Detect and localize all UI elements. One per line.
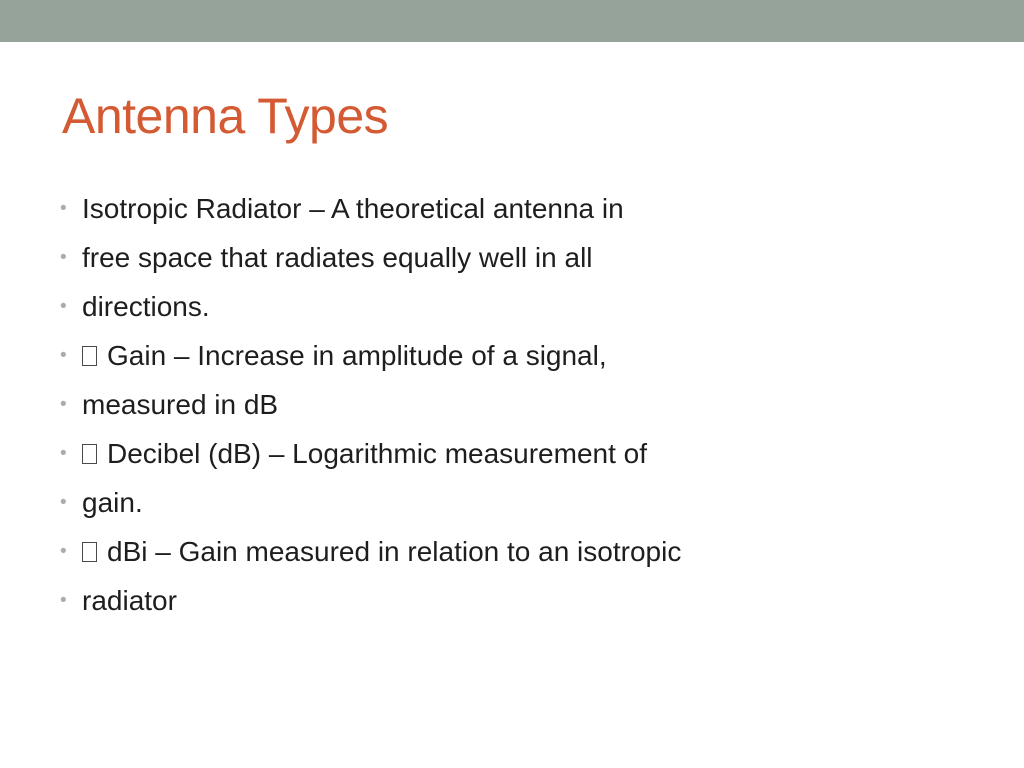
bullet-text: directions. [82,291,210,322]
bullet-dot-icon: • [60,590,67,611]
bullet-list [60,184,990,625]
bullet-text: radiator [82,585,177,616]
bullet-item [60,527,990,576]
bullet-item [60,282,990,331]
bullet-dot-icon: • [60,394,67,415]
bullet-text: Gain – Increase in amplitude of a signal, [107,340,607,371]
bullet-dot-icon: • [60,198,67,219]
top-accent-bar [0,0,1024,42]
bullet-item [60,576,990,625]
slide-title: Antenna Types [62,88,389,144]
bullet-item [60,380,990,429]
bullet-item [60,233,990,282]
bullet-text: measured in dB [82,389,279,420]
bullet-text: gain. [82,487,143,518]
bullet-text: Decibel (dB) – Logarithmic measurement of [107,438,648,469]
bullet-dot-icon: • [60,492,67,513]
bullet-text: free space that radiates equally well in all [82,242,593,273]
bullet-dot-icon: • [60,247,67,268]
bullet-dot-icon: • [60,296,67,317]
missing-glyph-box-icon [82,542,97,562]
missing-glyph-box-icon [82,346,97,366]
bullet-item [60,331,990,380]
bullet-text: dBi – Gain measured in relation to an isotropic [107,536,682,567]
bullet-dot-icon: • [60,541,67,562]
bullet-dot-icon: • [60,345,67,366]
bullet-text: Isotropic Radiator – A theoretical antenna in [82,193,624,224]
bullet-item [60,478,990,527]
bullet-item [60,184,990,233]
missing-glyph-box-icon [82,444,97,464]
bullet-item [60,429,990,478]
bullet-dot-icon: • [60,443,67,464]
